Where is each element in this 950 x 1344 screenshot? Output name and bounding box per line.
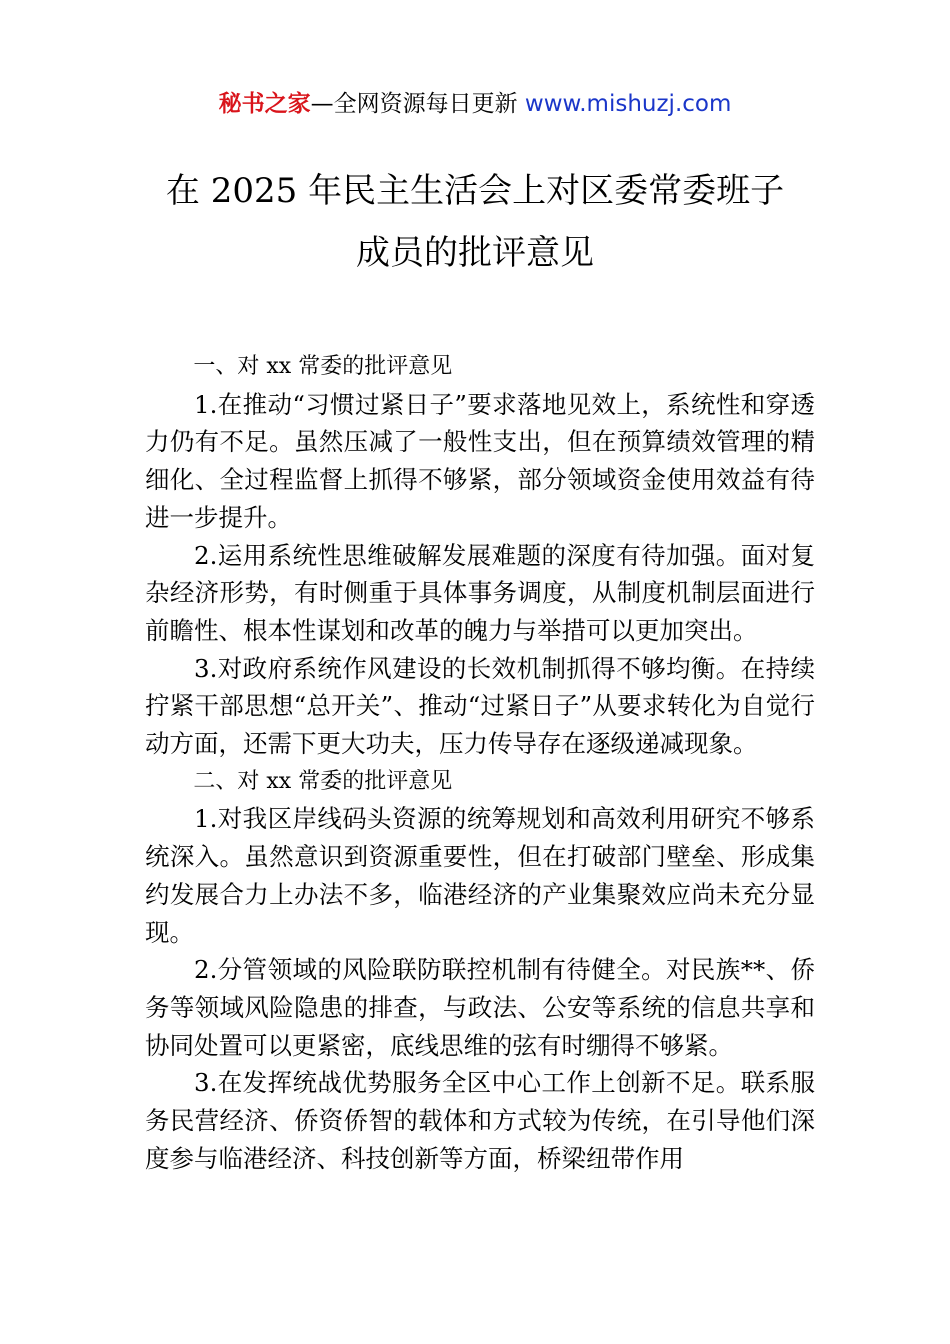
- section-heading: 一、对 xx 常委的批评意见: [193, 354, 453, 379]
- title-line-2: 成员的批评意见: [356, 233, 594, 273]
- brand-name: 秘书之家: [218, 91, 311, 117]
- site-header: [0, 86, 950, 122]
- paragraph: 2.运用系统性思维破解发展难题的深度有待加强。面对复杂经济形势，有时侧重于具体事务调度，从制度机制层面进行前瞻性、根本性谋划和改革的魄力与举措可以更加突出。: [145, 540, 815, 645]
- document-title: [60, 160, 890, 284]
- section-heading: 二、对 xx 常委的批评意见: [193, 768, 453, 794]
- paragraph: 1.在推动“习惯过紧日子”要求落地见效上，系统性和穿透力仍有不足。虽然压减了一般性支出，但在预算绩效管理的精细化、全过程监督上抓得不够紧，部分领域资金使用效益有待进一步提升。: [145, 389, 815, 532]
- title-line-1: 在 2025 年民主生活会上对区委常委班子: [165, 171, 785, 211]
- paragraph: 3.对政府系统作风建设的长效机制抓得不够均衡。在持续拧紧干部思想“总开关”、推动“过紧日子”从要求转化为自觉行动方面，还需下更大功夫，压力传导存在逐级递减现象。: [145, 653, 815, 759]
- header-tagline: —全网资源每日更新: [310, 91, 525, 117]
- site-url-link[interactable]: www.mishuzj.com: [524, 91, 732, 117]
- paragraph: 2.分管领域的风险联防联控机制有待健全。对民族**、侨务等领域风险隐患的排查，与政法、公安等系统的信息共享和协同处置可以更紧密，底线思维的弦有时绷得不够紧。: [145, 955, 815, 1060]
- paragraph: 3.在发挥统战优势服务全区中心工作上创新不足。联系服务民营经济、侨资侨智的载体和方式较为传统，在引导他们深度参与临港经济、科技创新等方面，桥梁纽带作用: [145, 1068, 815, 1173]
- paragraph: 1.对我区岸线码头资源的统筹规划和高效利用研究不够系统深入。虽然意识到资源重要性，但在打破部门壁垒、形成集约发展合力上办法不多，临港经济的产业集聚效应尚未充分显现。: [145, 804, 815, 947]
- document-body: [145, 348, 815, 1177]
